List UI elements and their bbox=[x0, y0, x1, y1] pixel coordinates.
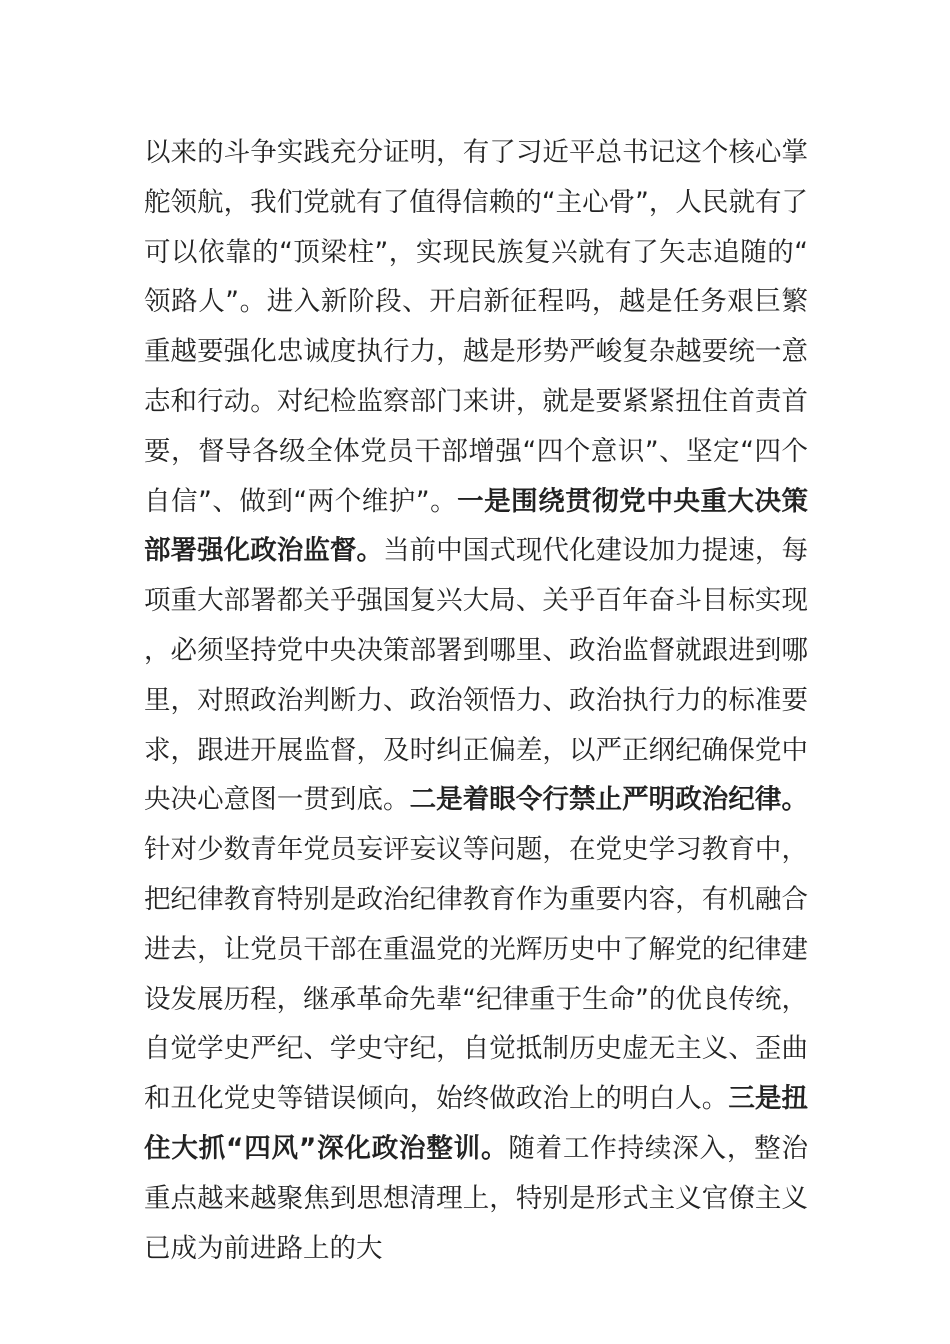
text-segment: 随着工作持续深入，整治重点越来越聚焦到思想清理上，特别是形式主义官僚主义已成为前进路上的大 bbox=[144, 1132, 809, 1264]
bold-heading-segment: 三是扭住大抓“四风”深化政治整训。 bbox=[144, 1083, 808, 1164]
text-segment: 针对少数青年党员妄评妄议等问题，在党史学习教育中，把纪律教育特别是政治纪律教育作为重要内容，有机融合进去，让党员干部在重温党的光辉历史中了解党的纪律建设发展历程，继承革命先辈“纪律重于生命”的优良传统，自觉学史严纪、学史守纪，自觉抵制历史虚无主义、歪曲和丑化党史等错误倾向，始终做政治上的明白人。 bbox=[144, 834, 808, 1115]
text-segment: 以来的斗争实践充分证明，有了习近平总书记这个核心掌舵领航，我们党就有了值得信赖的“主心骨”，人民就有了可以依靠的“顶梁柱”，实现民族复兴就有了矢志追随的“领路人”。进入新阶段、开启新征程吗，越是任务艰巨繁重越要强化忠诚度执行力，越是形势严峻复杂越要统一意志和行动。对纪检监察部门来讲，就是要紧紧扭住首责首要，督导各级全体党员干部增强“四个意识”、坚定“四个自信”、做到“两个维护”。 bbox=[144, 137, 808, 517]
text-segment: 当前中国式现代化建设加力提速，每项重大部署都关乎强国复兴大局、关乎百年奋斗目标实现，必须坚持党中央决策部署到哪里、政治监督就跟进到哪里，对照政治判断力、政治领悟力、政治执行力的标准要求，跟进开展监督，及时纠正偏差，以严正纲纪确保党中央决心意图一贯到底。 bbox=[144, 535, 808, 816]
bold-heading-segment: 一是围绕贯彻党中央重大决策部署强化政治监督。 bbox=[144, 485, 808, 567]
bold-heading-segment: 二是着眼令行禁止严明政治纪律。 bbox=[409, 784, 808, 816]
body-paragraph bbox=[144, 128, 808, 1273]
